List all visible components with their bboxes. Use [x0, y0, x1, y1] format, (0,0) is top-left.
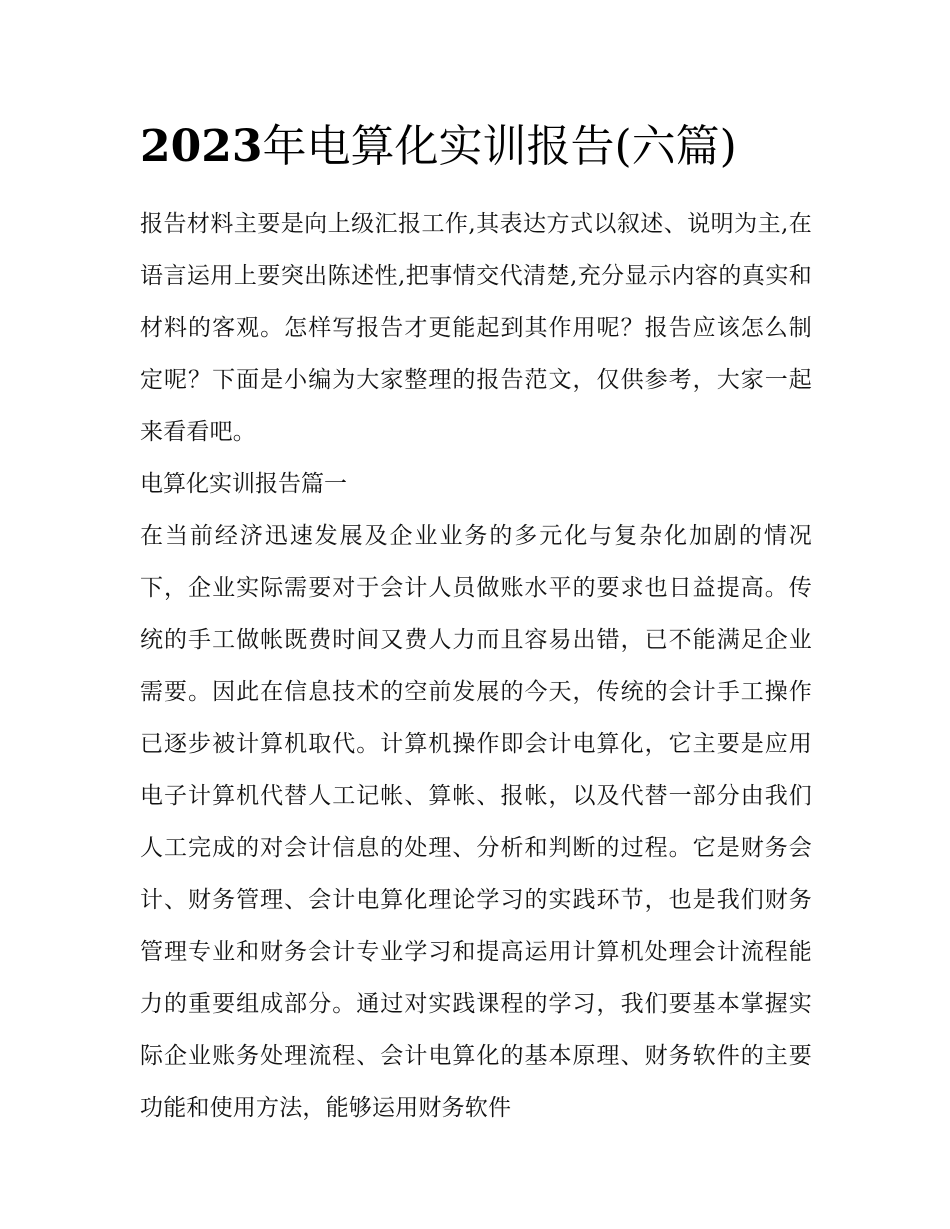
- document-title: [140, 0, 812, 178]
- intro-paragraph: 报告材料主要是向上级汇报工作,其表达方式以叙述、说明为主,在语言运用上要突出陈述性,把事情交代清楚,充分显示内容的真实和材料的客观。怎样写报告才更能起到其作用呢？报告应该怎么制定呢？下面是小编为大家整理的报告范文，仅供参考，大家一起来看看吧。: [140, 211, 812, 445]
- title-text: 年电算化实训报告(六篇): [262, 121, 737, 172]
- document-page: [140, 0, 812, 1134]
- title-year: 2023: [140, 121, 263, 172]
- section-paragraph: 在当前经济迅速发展及企业业务的多元化与复杂化加剧的情况下，企业实际需要对于会计人员做账水平的要求也日益提高。传统的手工做帐既费时间又费人力而且容易出错，已不能满足企业需要。因此在信息技术的空前发展的今天，传统的会计手工操作已逐步被计算机取代。计算机操作即会计电算化，它主要是应用电子计算机代替人工记帐、算帐、报帐，以及代替一部分由我们人工完成的对会计信息的处理、分析和判断的过程。它是财务会计、财务管理、会计电算化理论学习的实践环节，也是我们财务管理专业和财务会计专业学习和提高运用计算机处理会计流程能力的重要组成部分。通过对实践课程的学习，我们要基本掌握实际企业账务处理流程、会计电算化的基本原理、财务软件的主要功能和使用方法，能够运用财务软件: [140, 523, 812, 1121]
- document-body: [140, 198, 812, 1134]
- section-heading: 电算化实训报告篇一: [140, 471, 347, 497]
